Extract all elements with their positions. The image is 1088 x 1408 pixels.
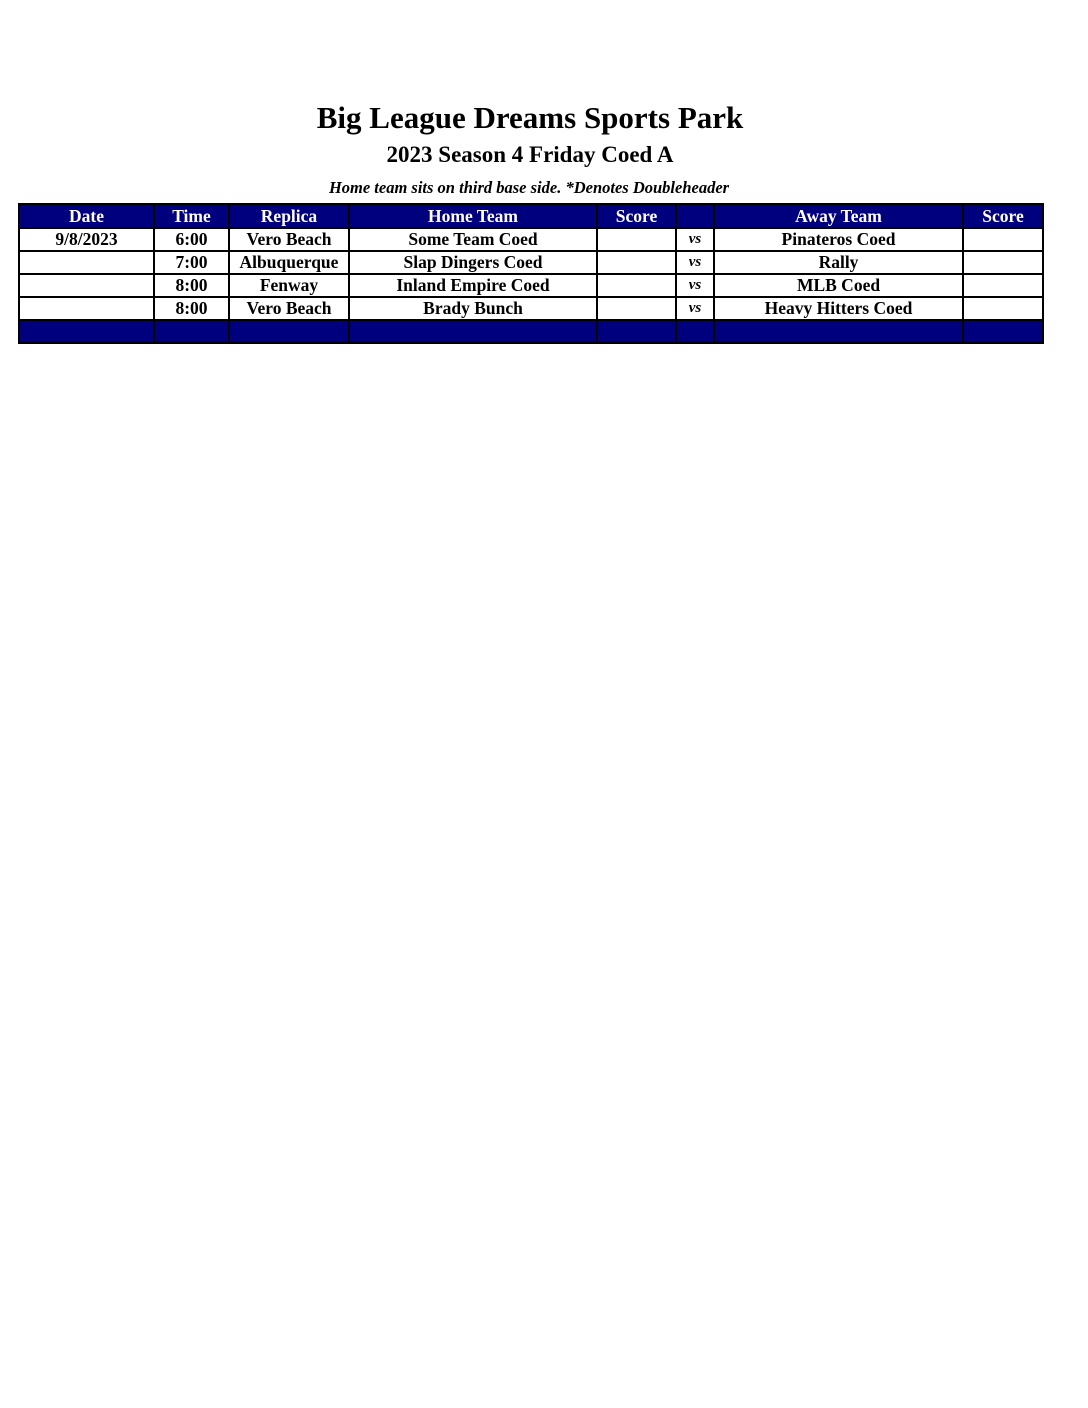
cell-vs: vs xyxy=(676,297,714,320)
cell-replica: Fenway xyxy=(229,274,349,297)
cell-away-score xyxy=(963,251,1043,274)
schedule-table xyxy=(18,203,1044,344)
cell-time: 7:00 xyxy=(154,251,229,274)
cell-home-score xyxy=(597,228,676,251)
column-header-away-team: Away Team xyxy=(714,204,963,228)
cell-vs: vs xyxy=(676,274,714,297)
column-header-vs xyxy=(676,204,714,228)
table-row xyxy=(19,251,1043,274)
column-header-replica: Replica xyxy=(229,204,349,228)
column-header-away-score: Score xyxy=(963,204,1043,228)
cell-date: 9/8/2023 xyxy=(19,228,154,251)
table-header-row xyxy=(19,204,1043,228)
cell-away-score xyxy=(963,228,1043,251)
table-row xyxy=(19,274,1043,297)
cell-vs: vs xyxy=(676,251,714,274)
cell-home-team: Brady Bunch xyxy=(349,297,597,320)
cell-away-team: Pinateros Coed xyxy=(714,228,963,251)
cell-away-team: MLB Coed xyxy=(714,274,963,297)
column-header-home-score: Score xyxy=(597,204,676,228)
footer-cell xyxy=(714,320,963,343)
cell-away-score xyxy=(963,274,1043,297)
cell-away-score xyxy=(963,297,1043,320)
cell-home-team: Some Team Coed xyxy=(349,228,597,251)
cell-replica: Vero Beach xyxy=(229,228,349,251)
cell-home-score xyxy=(597,297,676,320)
table-row xyxy=(19,297,1043,320)
cell-home-team: Inland Empire Coed xyxy=(349,274,597,297)
page-subtitle: 2023 Season 4 Friday Coed A xyxy=(386,142,674,167)
cell-time: 6:00 xyxy=(154,228,229,251)
cell-home-score xyxy=(597,274,676,297)
cell-replica: Albuquerque xyxy=(229,251,349,274)
footer-cell xyxy=(676,320,714,343)
table-footer-row xyxy=(19,320,1043,343)
cell-home-score xyxy=(597,251,676,274)
column-header-home-team: Home Team xyxy=(349,204,597,228)
cell-replica: Vero Beach xyxy=(229,297,349,320)
footer-cell xyxy=(154,320,229,343)
footer-cell xyxy=(349,320,597,343)
table-row xyxy=(19,228,1043,251)
footer-cell xyxy=(963,320,1043,343)
schedule-note: Home team sits on third base side. *Denotes Doubleheader xyxy=(328,178,730,197)
cell-away-team: Heavy Hitters Coed xyxy=(714,297,963,320)
cell-home-team: Slap Dingers Coed xyxy=(349,251,597,274)
footer-cell xyxy=(597,320,676,343)
column-header-time: Time xyxy=(154,204,229,228)
page-title: Big League Dreams Sports Park xyxy=(316,100,744,135)
cell-date xyxy=(19,297,154,320)
footer-cell xyxy=(19,320,154,343)
cell-time: 8:00 xyxy=(154,297,229,320)
footer-cell xyxy=(229,320,349,343)
column-header-date: Date xyxy=(19,204,154,228)
cell-date xyxy=(19,251,154,274)
cell-time: 8:00 xyxy=(154,274,229,297)
cell-date xyxy=(19,274,154,297)
cell-away-team: Rally xyxy=(714,251,963,274)
cell-vs: vs xyxy=(676,228,714,251)
